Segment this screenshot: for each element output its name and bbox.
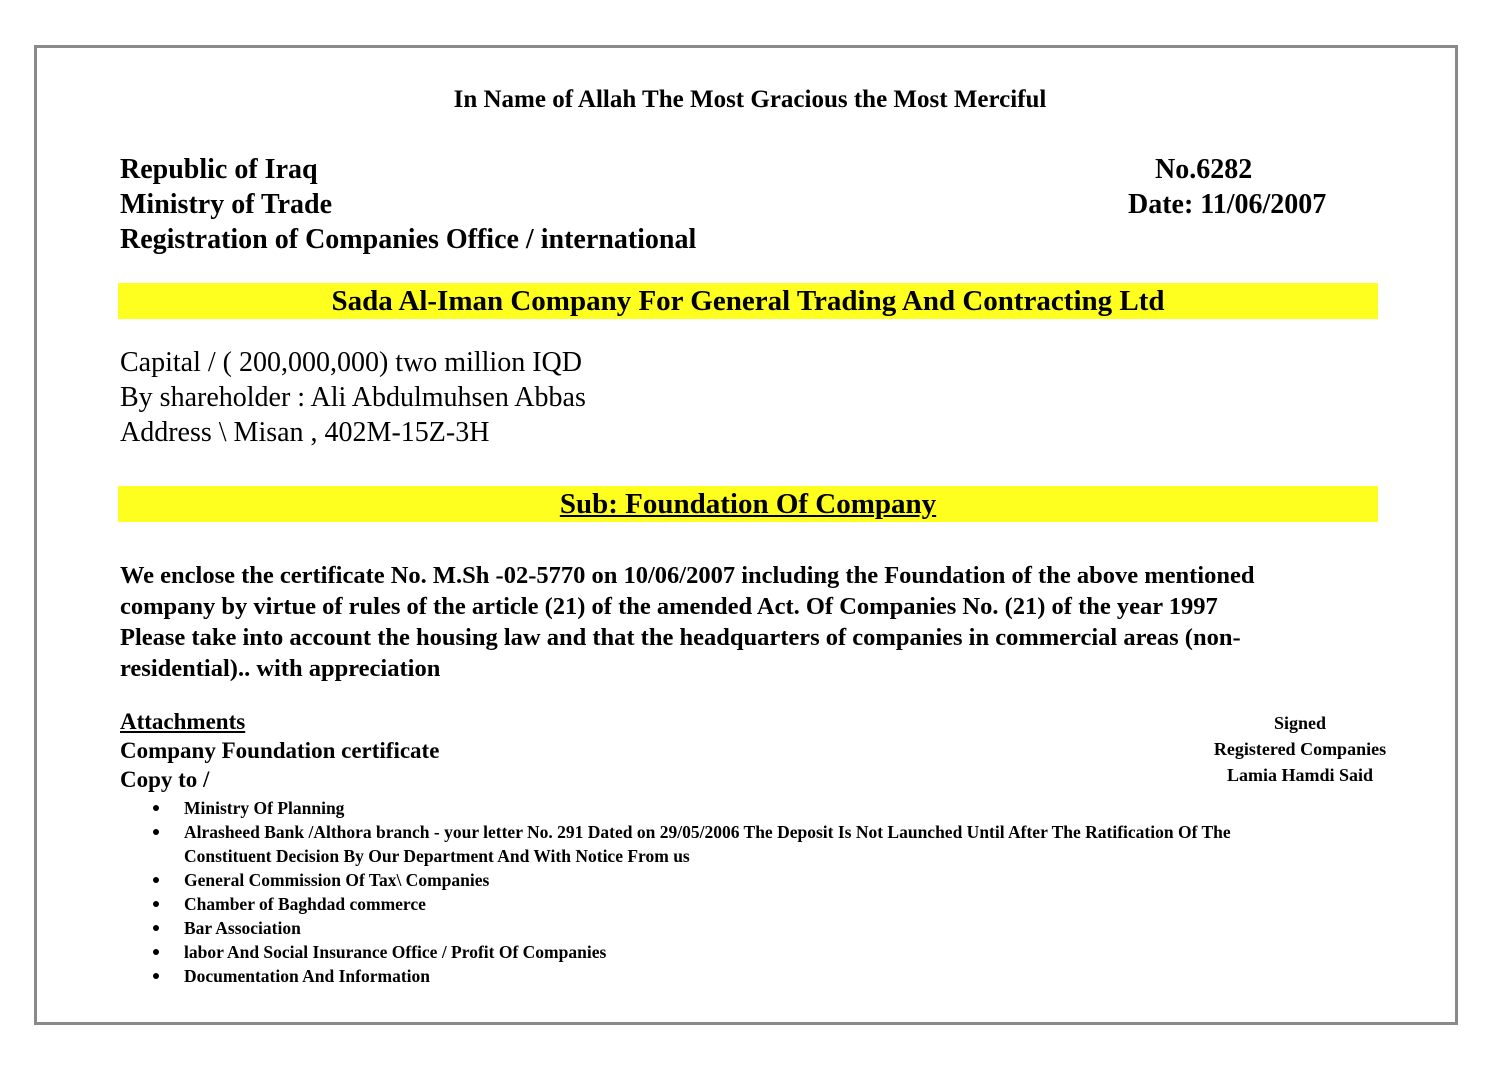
body-line: Please take into account the housing law and that the headquarters of companies in commercial areas (non- [120,624,1241,651]
list-item-text: Bar Association [184,918,301,938]
attachment-item: Company Foundation certificate [120,738,440,763]
company-address: Address \ Misan , 402M-15Z-3H [120,417,490,448]
signature-block [1180,710,1420,788]
list-item [184,868,1231,892]
copy-to-list [184,796,1231,988]
issuer-country: Republic of Iraq [120,154,318,185]
list-item [184,964,1231,988]
issuer-block [120,152,696,257]
document-date: Date: 11/06/2007 [1128,189,1327,220]
company-details [120,345,586,450]
copy-to-heading: Copy to / [120,767,210,792]
list-item [184,820,1231,868]
company-name-banner [118,283,1378,319]
signature-name: Lamia Hamdi Said [1226,765,1374,785]
list-item [184,892,1231,916]
body-line: residential).. with appreciation [120,655,441,682]
basmala-heading: In Name of Allah The Most Gracious the Most Merciful [453,86,1047,113]
list-item [184,940,1231,964]
subject-line: Sub: Foundation Of Company [559,488,937,520]
attachments-heading: Attachments [120,709,246,734]
reference-number: No.6282 [1155,154,1253,185]
subject-banner [118,486,1378,522]
company-capital: Capital / ( 200,000,000) two million IQD [120,347,582,378]
issuer-office: Registration of Companies Office / international [120,224,697,255]
list-item-text: Ministry Of Planning [184,798,345,818]
signature-signed: Signed [1273,713,1327,733]
body-line: company by virtue of rules of the article (21) of the amended Act. Of Companies No. (21) of the year 1997 [120,593,1218,620]
list-item-text: Alrasheed Bank /Althora branch - your letter No. 291 Dated on 29/05/2006 The Deposit Is Not Launched Until After The Ratification Of The [184,822,1231,842]
list-item-text: Chamber of Baghdad commerce [184,894,426,914]
list-item [184,916,1231,940]
signature-title: Registered Companies [1213,739,1387,759]
list-item-text: Constituent Decision By Our Department And With Notice From us [184,846,690,866]
list-item [184,796,1231,820]
company-shareholder: By shareholder : Ali Abdulmuhsen Abbas [120,382,586,413]
list-item-text: General Commission Of Tax\ Companies [184,870,490,890]
company-name: Sada Al-Iman Company For General Trading And Contracting Ltd [331,285,1165,317]
letter-body [120,560,1382,684]
body-line: We enclose the certificate No. M.Sh -02-5770 on 10/06/2007 including the Foundation of the above mentioned [120,562,1255,589]
list-item-text: Documentation And Information [184,966,430,986]
issuer-ministry: Ministry of Trade [120,189,333,220]
list-item-text: labor And Social Insurance Office / Profit Of Companies [184,942,607,962]
